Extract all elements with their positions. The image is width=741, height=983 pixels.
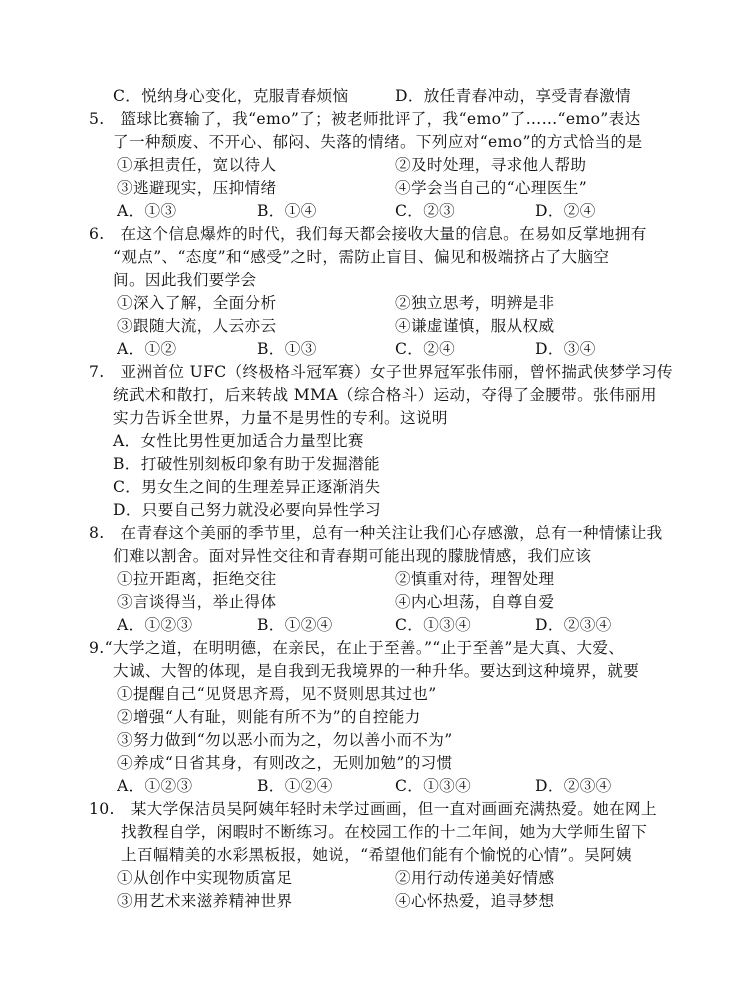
q6-item-1: ①深入了解，全面分析 — [117, 294, 277, 312]
q10-item-3: ③用艺术来滋养精神世界 — [117, 892, 293, 910]
q8-choice-a: A．①②③ — [117, 616, 193, 634]
q8-choice-c: C．①③④ — [395, 616, 472, 634]
q7-option-d: D．只要自己努力就没必要向异性学习 — [113, 501, 381, 519]
q7-option-a: A．女性比男性更加适合力量型比赛 — [113, 432, 364, 450]
q9-choice-b: B．①②④ — [257, 777, 333, 795]
q8-choice-b: B．①②④ — [257, 616, 333, 634]
q5-choice-c: C．②③ — [395, 202, 456, 220]
q6-choice-d: D．③④ — [535, 340, 596, 358]
q9-choice-d: D．②③④ — [535, 777, 612, 795]
q6-stem-line-2: “观点”、“态度”和“感受”之时，需防止盲目、偏见和极端挤占了大脑空 — [113, 248, 610, 266]
q9-item-4: ④养成“日省其身，有则改之，无则加勉”的习惯 — [117, 754, 453, 772]
q9-item-2: ②增强“人有耻，则能有所不为”的自控能力 — [117, 708, 421, 726]
q8-item-4: ④内心坦荡，自尊自爱 — [395, 593, 555, 611]
q5-item-3: ③逃避现实，压抑情绪 — [117, 179, 277, 197]
q5-item-1: ①承担责任，宽以待人 — [117, 156, 277, 174]
q6-item-3: ③跟随大流，人云亦云 — [117, 317, 277, 335]
q5-choice-a: A．①③ — [117, 202, 177, 220]
q9-item-3: ③努力做到“勿以恶小而为之，勿以善小而不为” — [117, 731, 453, 749]
q5-stem-line-2: 了一种颓废、不开心、郁闷、失落的情绪。下列应对“emo”的方式恰当的是 — [113, 133, 643, 151]
q10-item-4: ④心怀热爱，追寻梦想 — [395, 892, 555, 910]
q10-item-2: ②用行动传递美好情感 — [395, 869, 555, 887]
q10-item-1: ①从创作中实现物质富足 — [117, 869, 293, 887]
q6-stem-line-1: 6. 在这个信息爆炸的时代，我们每天都会接收大量的信息。在易如反掌地拥有 — [89, 225, 647, 243]
q5-item-2: ②及时处理，寻求他人帮助 — [395, 156, 587, 174]
q8-item-3: ③言谈得当，举止得体 — [117, 593, 277, 611]
q5-choice-d: D．②④ — [535, 202, 596, 220]
q8-stem-line-2: 们难以割舍。面对异性交往和青春期可能出现的朦胧情感，我们应该 — [113, 547, 592, 565]
q9-stem-line-2: 大诚、大智的体现，是自我到无我境界的一种升华。要达到这种境界，就要 — [113, 662, 640, 680]
q9-choice-a: A．①②③ — [117, 777, 193, 795]
q6-choice-c: C．②④ — [395, 340, 456, 358]
q9-item-1: ①提醒自己“见贤思齐焉，见不贤则思其过也” — [117, 685, 437, 703]
q8-choice-d: D．②③④ — [535, 616, 612, 634]
q4-option-c: C．悦纳身心变化，克服青春烦恼 — [113, 87, 349, 105]
q7-stem-line-1: 7. 亚洲首位 UFC（终极格斗冠军赛）女子世界冠军张伟丽，曾怀揣武侠梦学习传 — [89, 363, 673, 381]
q7-option-c: C．男女生之间的生理差异正逐渐消失 — [113, 478, 381, 496]
q5-stem-line-1: 5. 篮球比赛输了，我“emo”了；被老师批评了，我“emo”了……“emo”表达 — [89, 110, 641, 128]
q9-stem-line-1: 9.“大学之道，在明明德，在亲民，在止于至善。”“止于至善”是大真、大爱、 — [89, 639, 625, 657]
q6-stem-line-3: 间。因此我们要学会 — [113, 271, 257, 289]
q10-stem-line-2: 找教程自学，闲暇时不断练习。在校园工作的十二年间，她为大学师生留下 — [121, 823, 648, 841]
q9-choice-c: C．①③④ — [395, 777, 472, 795]
q6-choice-a: A．①② — [117, 340, 177, 358]
q6-choice-b: B．①③ — [257, 340, 317, 358]
q5-item-4: ④学会当自己的“心理医生” — [395, 179, 588, 197]
q8-item-2: ②慎重对待，理智处理 — [395, 570, 555, 588]
q7-stem-line-2: 统武术和散打，后来转战 MMA（综合格斗）运动，夺得了金腰带。张伟丽用 — [113, 386, 657, 404]
q5-choice-b: B．①④ — [257, 202, 317, 220]
q4-option-d: D．放任青春冲动，享受青春激情 — [395, 87, 632, 105]
q8-stem-line-1: 8. 在青春这个美丽的季节里，总有一种关注让我们心存感激，总有一种情愫让我 — [89, 524, 663, 542]
q10-stem-line-1: 10. 某大学保洁员吴阿姨年轻时未学过画画，但一直对画画充满热爱。她在网上 — [89, 800, 657, 818]
q8-item-1: ①拉开距离，拒绝交往 — [117, 570, 277, 588]
q7-stem-line-3: 实力告诉全世界，力量不是男性的专利。这说明 — [113, 409, 448, 427]
q6-item-4: ④谦虚谨慎，服从权威 — [395, 317, 555, 335]
q10-stem-line-3: 上百幅精美的水彩黑板报，她说，“希望他们能有个愉悦的心情”。吴阿姨 — [121, 846, 632, 864]
q6-item-2: ②独立思考，明辨是非 — [395, 294, 555, 312]
q7-option-b: B．打破性别刻板印象有助于发掘潜能 — [113, 455, 380, 473]
